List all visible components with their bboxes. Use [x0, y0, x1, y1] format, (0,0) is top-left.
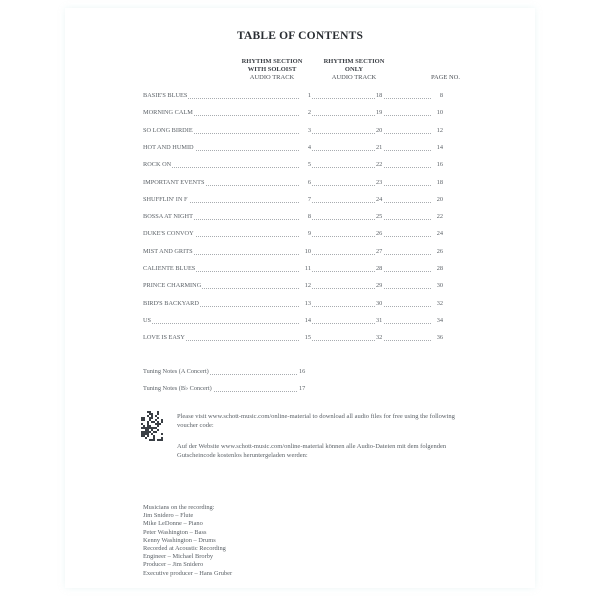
voucher-text-german: Auf der Website www.schott-music.com/online-material können alle Audio-Dateien mit dem folgenden Gutscheincode kostenlos heruntergeladen werden: [177, 443, 447, 459]
credit-line: Executive producer – Hans Gruber [143, 569, 233, 577]
song-title: IMPORTANT EVENTS [143, 178, 205, 186]
toc-row [143, 92, 443, 102]
track-rhythm: 28 [376, 265, 383, 272]
page-number: 14 [432, 144, 443, 151]
toc-row [143, 213, 443, 223]
page-number: 32 [432, 300, 443, 307]
column-header-line: ONLY [344, 66, 364, 73]
credit-line: Mike LeDonne – Piano [143, 520, 203, 528]
track-soloist: 2 [300, 109, 311, 116]
column-header-line: AUDIO TRACK [249, 74, 295, 81]
page-number: 8 [432, 92, 443, 99]
credit-line: Kenny Washington – Drums [143, 536, 216, 544]
column-header-with-soloist [232, 58, 312, 82]
page-number: 20 [432, 196, 443, 203]
tuning-title: Tuning Notes (A Concert) [143, 368, 209, 375]
page-number: 28 [432, 265, 443, 272]
toc-row [143, 109, 443, 119]
tuning-title: Tuning Notes (B♭ Concert) [143, 385, 212, 392]
track-soloist: 6 [300, 179, 311, 186]
tuning-row [143, 368, 443, 378]
page-number: 36 [432, 334, 443, 341]
credits-block [143, 504, 232, 578]
dot-leader [143, 323, 441, 324]
track-soloist: 4 [300, 144, 311, 151]
song-title: DUKE'S CONVOY [143, 230, 194, 238]
track-soloist: 1 [300, 92, 311, 99]
track-rhythm: 29 [376, 282, 383, 290]
song-title: BIRD'S BACKYARD [143, 299, 199, 307]
toc-row [143, 144, 443, 154]
dot-leader [143, 167, 441, 168]
track-rhythm: 22 [376, 161, 383, 169]
column-header-line: RHYTHM SECTION [241, 58, 303, 65]
track-rhythm: 20 [376, 126, 383, 134]
credit-line: Engineer – Michael Brorby [143, 553, 214, 561]
song-title: SO LONG BIRDIE [143, 126, 193, 134]
column-header-line: PAGE NO. [430, 74, 460, 81]
credit-line: Producer – Jim Snidero [143, 561, 204, 569]
tuning-row [143, 385, 443, 395]
track-rhythm: 19 [376, 109, 383, 117]
track-rhythm: 30 [376, 299, 383, 307]
toc-row [143, 317, 443, 327]
page-number: 24 [432, 230, 443, 237]
credit-line: Jim Snidero – Flute [143, 512, 194, 520]
credit-line: Peter Washington – Bass [143, 528, 207, 536]
track-rhythm: 27 [376, 247, 383, 255]
track-rhythm: 21 [376, 143, 383, 151]
toc-row [143, 161, 443, 171]
page-number: 10 [432, 109, 443, 116]
track-rhythm: 24 [376, 195, 383, 203]
toc-row [143, 334, 443, 344]
qr-code-icon [141, 411, 163, 441]
voucher-text-english: Please visit www.schott-music.com/online-material to download all audio files for free using the following voucher code: [177, 413, 455, 429]
track-soloist: 13 [300, 300, 311, 307]
track-rhythm: 31 [376, 316, 383, 324]
column-header-page-no [400, 58, 460, 82]
column-header-line: WITH SOLOIST [247, 66, 297, 73]
track-number: 17 [299, 385, 306, 392]
track-soloist: 7 [300, 196, 311, 203]
page-number: 22 [432, 213, 443, 220]
toc-row [143, 230, 443, 240]
song-title: MORNING CALM [143, 109, 193, 117]
song-title: MIST AND GRITS [143, 247, 193, 255]
song-title: BASIE'S BLUES [143, 92, 188, 99]
track-rhythm: 32 [376, 334, 383, 342]
page-number: 30 [432, 282, 443, 289]
song-title: LOVE IS EASY [143, 334, 185, 342]
song-title: SHUFFLIN' IN F [143, 195, 188, 203]
song-title: PRINCE CHARMING [143, 282, 202, 290]
column-header-line: RHYTHM SECTION [323, 58, 385, 65]
track-soloist: 15 [300, 334, 311, 341]
credit-line: Recorded at Acoustic Recording [143, 545, 226, 553]
toc-row [143, 265, 443, 275]
track-soloist: 9 [300, 230, 311, 237]
track-soloist: 12 [300, 282, 311, 289]
credit-line: Musicians on the recording: [143, 504, 215, 511]
page-number: 16 [432, 161, 443, 168]
track-soloist: 8 [300, 213, 311, 220]
track-soloist: 11 [300, 265, 311, 272]
toc-row [143, 196, 443, 206]
page-number: 12 [432, 127, 443, 134]
toc-row [143, 127, 443, 137]
toc-row [143, 248, 443, 258]
song-title: HOT AND HUMID [143, 143, 194, 151]
song-title: ROCK ON [143, 161, 172, 169]
page-number: 18 [432, 179, 443, 186]
column-header-rhythm-only [314, 58, 394, 82]
song-title: BOSSA AT NIGHT [143, 213, 193, 221]
track-rhythm: 25 [376, 213, 383, 221]
page-number: 26 [432, 248, 443, 255]
page-number: 34 [432, 317, 443, 324]
toc-row [143, 282, 443, 292]
page-title: TABLE OF CONTENTS [236, 30, 364, 42]
dot-leader [143, 340, 441, 341]
toc-row [143, 300, 443, 310]
track-number: 16 [299, 368, 306, 375]
column-header-line: AUDIO TRACK [331, 74, 377, 81]
track-soloist: 3 [300, 127, 311, 134]
track-soloist: 5 [300, 161, 311, 168]
track-soloist: 14 [300, 317, 311, 324]
toc-row [143, 179, 443, 189]
track-rhythm: 26 [376, 230, 383, 238]
song-title: US [143, 316, 152, 324]
track-rhythm: 18 [376, 92, 383, 99]
song-title: CALIENTE BLUES [143, 265, 196, 272]
track-rhythm: 23 [376, 178, 383, 186]
track-soloist: 10 [300, 248, 311, 255]
